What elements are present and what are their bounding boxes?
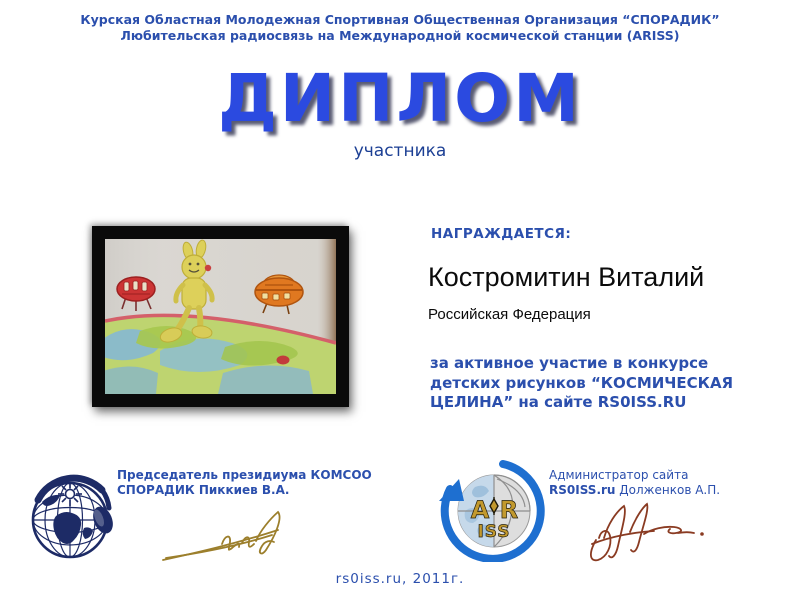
diploma-subtitle: участника [353,141,447,161]
left-signature [160,497,305,565]
organization-name: Курская Областная Молодежная Спортивная Общественная Организация “СПОРАДИК” [80,12,720,27]
signature-gold-icon [160,497,305,565]
diploma-title: ДИПЛОМ [218,60,582,137]
left-signatory-line2: СПОРАДИК Пиккиев В.А. [117,483,290,497]
ariss-logo [437,459,547,562]
right-signatory-site: RS0ISS.ru [549,483,616,497]
right-signatory-line1: Администратор сайта [549,468,689,482]
signature-brown-icon [574,492,709,570]
award-reason: за активное участие в конкурсе детских рисунков “КОСМИЧЕСКАЯ ЦЕЛИНА” на сайте RS0ISS.RU [430,354,734,411]
organization-header [0,12,800,43]
site-year-footer: rs0iss.ru, 2011г. [335,571,465,587]
svg-text:R: R [499,496,519,524]
globe-headphones-icon [26,458,118,562]
recipient-name: Костромитин Виталий [428,262,705,292]
right-signature [574,492,709,570]
child-drawing-photo [92,226,349,407]
left-signatory-line1: Председатель президиума КОМСОО [117,468,372,482]
left-signatory-role [117,468,372,498]
right-signatory-name: Долженков А.П. [619,483,721,497]
svg-text:A: A [470,496,490,524]
awarded-to-label: НАГРАЖДАЕТСЯ: [431,226,572,242]
sporadik-globe-logo [26,458,118,562]
child-drawing-image [105,239,336,394]
organization-program: Любительская радиосвязь на Международной космической станции (ARISS) [120,27,680,43]
svg-text:ISS: ISS [477,522,511,542]
ariss-icon [437,459,547,562]
red-ufo [117,277,155,311]
recipient-country: Российская Федерация [428,306,591,323]
